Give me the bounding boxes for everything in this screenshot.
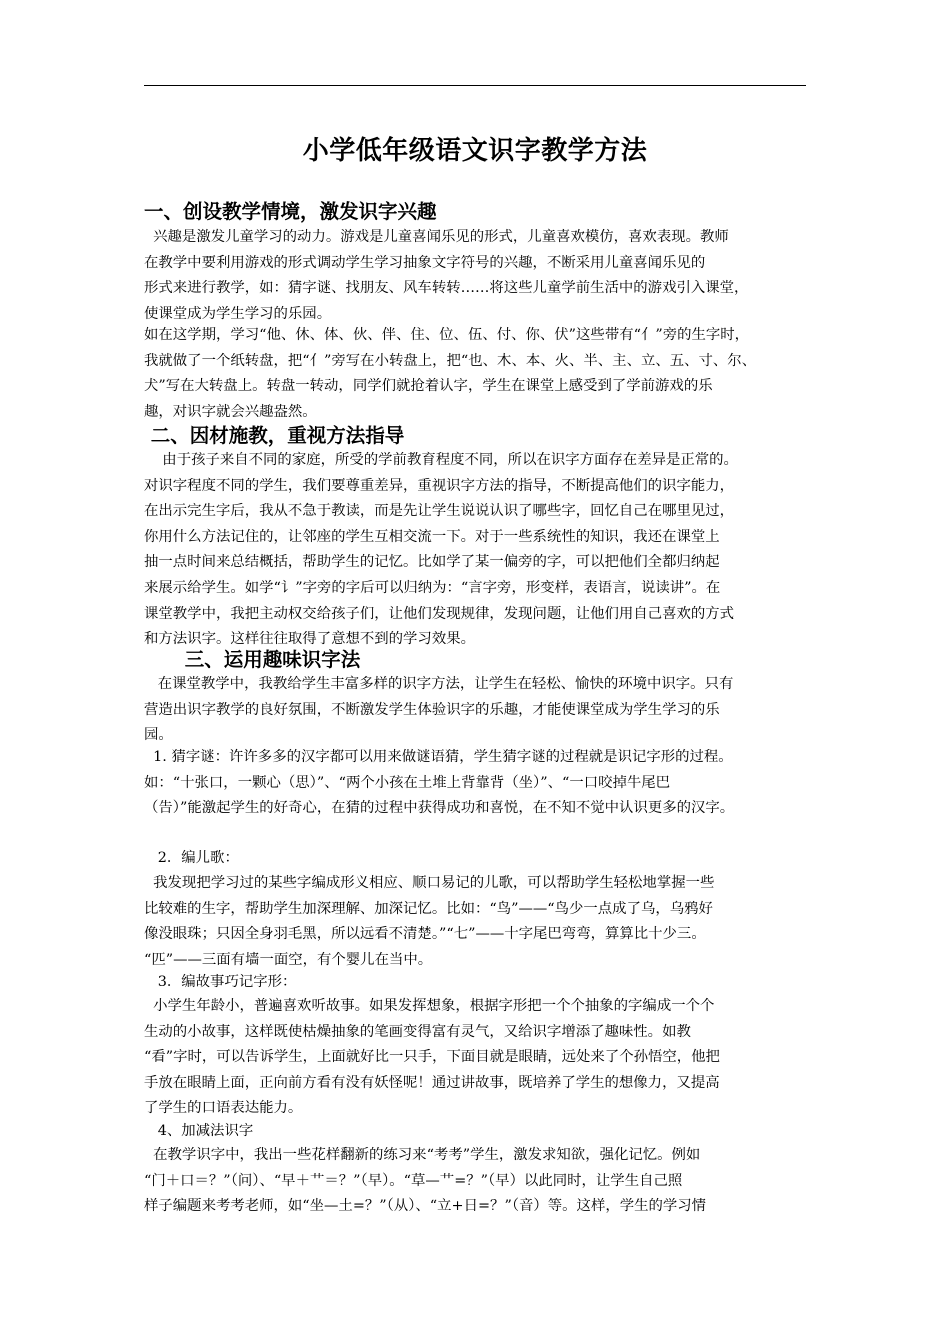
section-heading-1: 一、创设教学情境，激发识字兴趣 xyxy=(144,200,437,223)
text-line: 如：“十张口，一颗心（思）”、“两个小孩在土堆上背靠背（坐）”、“一口咬掉牛尾巴 xyxy=(144,774,671,791)
text-line: 像没眼珠；只因全身羽毛黑，所以远看不清楚。”“七”——十字尾巴弯弯，算算比十少三。 xyxy=(144,926,706,943)
text-line: 在教学识字中，我出一些花样翻新的练习来“考考”学生，激发求知欲，强化记忆。例如 xyxy=(144,1147,701,1163)
header-rule xyxy=(144,85,806,86)
text-line: 和方法识字。这样往往取得了意想不到的学习效果。 xyxy=(144,631,475,648)
text-line: 我发现把学习过的某些字编成形义相应、顺口易记的儿歌，可以帮助学生轻松地掌握一些 xyxy=(144,875,715,891)
text-line: 兴趣是激发儿童学习的动力。游戏是儿童喜闻乐见的形式，儿童喜欢模仿，喜欢表现。教师 xyxy=(144,229,729,245)
text-line: （告）”能激起学生的好奇心，在猜的过程中获得成功和喜悦，在不知不觉中认识更多的汉字。 xyxy=(144,800,735,817)
text-line: 形式来进行教学，如：猜字谜、找朋友、风车转转……将这些儿童学前生活中的游戏引入课堂， xyxy=(144,280,749,297)
text-line: 抽一点时间来总结概括，帮助学生的记忆。比如学了某一偏旁的字，可以把他们全都归纳起 xyxy=(144,554,720,571)
text-line: 生动的小故事，这样既使枯燥抽象的笔画变得富有灵气，又给识字增添了趣味性。如教 xyxy=(144,1023,691,1040)
text-line: 使课堂成为学生学习的乐园。 xyxy=(144,305,332,322)
section-heading-2: 二、因材施教，重视方法指导 xyxy=(144,424,405,447)
text-line: 对识字程度不同的学生，我们要尊重差异，重视识字方法的指导，不断提高他们的识字能力， xyxy=(144,477,735,494)
text-line: “匹”——三面有墙一面空，有个婴儿在当中。 xyxy=(144,951,433,968)
text-line: 了学生的口语表达能力。 xyxy=(144,1100,303,1117)
text-line: 你用什么方法记住的，让邻座的学生互相交流一下。对于一些系统性的知识，我还在课堂上 xyxy=(144,528,720,545)
text-line: 我就做了一个纸转盘，把“亻”旁写在小转盘上，把“也、木、本、火、半、主、立、五、寸、尔、 xyxy=(144,352,757,369)
paragraph xyxy=(144,970,810,996)
paragraph xyxy=(144,1143,810,1220)
paragraph xyxy=(144,225,810,327)
text-line: 1. 猜字谜：许许多多的汉字都可以用来做谜语猜，学生猜字谜的过程就是识记字形的过程。 xyxy=(144,749,733,765)
section-heading-3: 三、运用趣味识字法 xyxy=(144,648,361,671)
document-title: 小学低年级语文识字教学方法 xyxy=(302,136,648,166)
text-line: 手放在眼睛上面，正向前方看有没有妖怪呢！通过讲故事，既培养了学生的想像力，又提高 xyxy=(144,1074,720,1091)
paragraph xyxy=(144,745,810,822)
text-line: 样子编题来考考老师，如“坐—土=？”（从）、“立+日=？”（音）等。这样，学生的学习情 xyxy=(144,1198,707,1215)
paragraph xyxy=(144,1119,810,1145)
text-line: 园。 xyxy=(144,727,173,744)
text-line: 比较难的生字，帮助学生加深理解、加深记忆。比如：“鸟”——“鸟少一点成了乌，乌鸦好 xyxy=(144,900,713,917)
text-line: 课堂教学中，我把主动权交给孩子们，让他们发现规律，发现问题，让他们用自己喜欢的方式 xyxy=(144,605,735,622)
text-line: 2．编儿歌： xyxy=(144,850,239,866)
text-line: 来展示给学生。如学“讠”字旁的字后可以归纳为：“言字旁，形变样，表语言，说读讲”。在 xyxy=(144,579,721,596)
text-line: 在教学中要利用游戏的形式调动学生学习抽象文字符号的兴趣，不断采用儿童喜闻乐见的 xyxy=(144,254,706,271)
paragraph xyxy=(144,672,810,749)
text-line: 犬”写在大转盘上。转盘一转动，同学们就抢着认字，学生在课堂上感受到了学前游戏的乐 xyxy=(144,378,713,395)
paragraph xyxy=(144,871,810,973)
text-line: 在课堂教学中，我教给学生丰富多样的识字方法，让学生在轻松、愉快的环境中识字。只有 xyxy=(144,676,734,692)
text-line: 4、加减法识字 xyxy=(144,1123,254,1139)
text-line: 小学生年龄小，普遍喜欢听故事。如果发挥想象，根据字形把一个个抽象的字编成一个个 xyxy=(144,998,715,1014)
text-line: 如在这学期，学习“他、休、体、伙、伴、住、位、伍、付、你、伏”这些带有“亻”旁的生字时， xyxy=(144,327,750,343)
text-line: 趣，对识字就会兴趣盎然。 xyxy=(144,403,317,420)
text-line: 在出示完生字后，我从不急于教读，而是先让学生说说认识了哪些字，回忆自己在哪里见过， xyxy=(144,503,735,520)
text-line: 3．编故事巧记字形： xyxy=(144,974,297,990)
paragraph xyxy=(144,323,810,425)
paragraph xyxy=(144,994,810,1122)
text-line: “看”字时，可以告诉学生，上面就好比一只手，下面目就是眼睛，远处来了个孙悟空，他把 xyxy=(144,1049,720,1066)
text-line: 营造出识字教学的良好氛围，不断激发学生体验识字的乐趣，才能使课堂成为学生学习的乐 xyxy=(144,701,720,718)
paragraph xyxy=(144,448,810,653)
text-line: “门＋口＝？”（问）、“早＋艹＝？”（早）。“草—艹=？”（早）以此同时，让学生自己照 xyxy=(144,1172,683,1189)
text-line: 由于孩子来自不同的家庭，所受的学前教育程度不同，所以在识字方面存在差异是正常的。 xyxy=(144,452,738,468)
paragraph xyxy=(144,846,810,872)
